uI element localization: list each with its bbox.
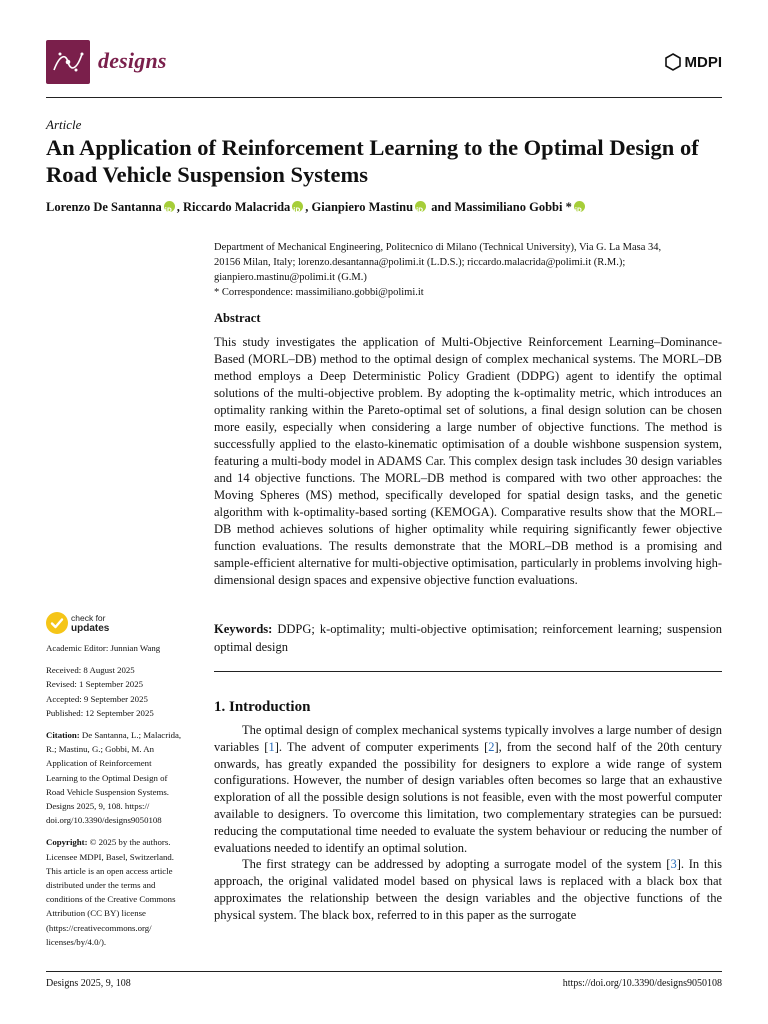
orcid-icon[interactable]	[415, 201, 426, 212]
check-for-updates-line: updates	[71, 623, 110, 634]
correspondence-line: * Correspondence: massimiliano.gobbi@polimi.it	[214, 287, 424, 298]
orcid-icon[interactable]	[574, 201, 585, 212]
license-link[interactable]: licenses/by/4.0/).	[46, 936, 107, 947]
orcid-icon[interactable]	[292, 201, 303, 212]
license-link[interactable]: (https://creativecommons.org/	[46, 922, 152, 933]
citation-label: Citation:	[46, 730, 80, 741]
footer-journal-ref: Designs 2025, 9, 108	[46, 978, 131, 989]
introduction-body	[214, 722, 722, 924]
keywords-label: Keywords:	[214, 622, 273, 636]
copyright-label: Copyright:	[46, 837, 88, 848]
paragraph: The first strategy can be addressed by adopting a surrogate model of the system [3]. In this approach, the original validated model based on physical laws is replaced with a black box that approximates the relationship between the design variables and the objective functions of the physical system. The black box, referred to in this paper as the surrogate	[214, 857, 723, 922]
keywords	[214, 620, 722, 656]
check-for-updates-badge[interactable]	[46, 612, 156, 636]
citation-block: Citation: De Santanna, L.; Malacrida, R.; Mastinu, G.; Gobbi, M. An Application of Reinforcement Learning to the Optimal Design of Road Vehicle Suspension Systems. Designs 2025, 9, 108. https:// doi.org/10.3390/designs9050108	[46, 728, 196, 827]
author-name[interactable]: Riccardo Malacrida	[183, 200, 291, 214]
revised-date: Revised: 1 September 2025	[46, 679, 143, 690]
citation-link[interactable]: 1	[268, 739, 275, 754]
affiliation-block	[214, 240, 722, 300]
check-for-updates-line: check for	[71, 613, 106, 623]
author-name[interactable]: Massimiliano Gobbi *	[454, 200, 572, 214]
article-type: Article	[46, 117, 82, 132]
paper-title: An Application of Reinforcement Learning to the Optimal Design of Road Vehicle Suspension Systems	[46, 135, 699, 187]
header-divider	[46, 97, 722, 98]
affiliation-line: Department of Mechanical Engineering, Politecnico di Milano (Technical University), Via G. La Masa 34,	[214, 242, 662, 253]
citation-link[interactable]: 3	[670, 857, 677, 872]
received-date: Received: 8 August 2025	[46, 665, 135, 676]
citation-link[interactable]: 2	[488, 739, 495, 754]
check-for-updates-icon	[46, 612, 68, 634]
journal-logo-icon[interactable]	[46, 40, 90, 84]
keywords-text: DDPG; k-optimality; multi-objective optimisation; reinforcement learning; suspension optimal design	[214, 622, 723, 654]
publisher-name: MDPI	[684, 53, 722, 71]
abstract-text: This study investigates the application of Multi-Objective Reinforcement Learning–Dominance-Based (MORL–DB) method to the optimal design of complex mechanical systems. The MORL–DB method employs a Deep Deterministic Policy Gradient (DDPG) agent to identify the optimal solutions of the multi-objective problem. By adopting the k-optimality metric, which introduces an optimality ranking within the Pareto-optimal set of solutions, a final design solution can be chosen more easily, especially when considering a large number of objective functions. The method is successfully applied to the elasto-kinematic optimisation of a double wishbone suspension system, featuring a multi-body model in ADAMS Car. This complex design task includes 30 design variables and 14 objective functions. The MORL–DB method is compared with two other approaches: the Moving Spheres (MS) method, specifically developed for spatial design tasks, and the genetic algorithm with k-optimality-based sorting (KEMOGA). Comparative results show that the MORL–DB method achieves solutions of higher optimality while requiring significantly fewer objective function evaluations. The results demonstrate that the MORL–DB method is a promising and sample-efficient alternative for multi-objective optimisation, particularly in problems involving high-dimensional design spaces and expensive objective function evaluations.	[214, 335, 722, 587]
academic-editor: Academic Editor: Junnian Wang	[46, 643, 161, 653]
copyright-block: Copyright: © 2025 by the authors. Licensee MDPI, Basel, Switzerland. This article is an open access article distributed under the terms and conditions of the Creative Commons Attribution (CC BY) license (https://creativecommons.org/ licenses/by/4.0/).	[46, 835, 196, 949]
orcid-icon[interactable]	[164, 201, 175, 212]
article-info-sidebar	[46, 641, 196, 949]
section-heading: 1. Introduction	[214, 699, 311, 715]
paragraph: The optimal design of complex mechanical systems typically involves a large number of design variables [1]. The advent of computer experiments [2], from the second half of the 20th century onwards, has greatly expanded the possibility for designers to explore a wide range of system configurations. However, the number of design variables often becomes so large that an exhaustive exploration of all the possible design solutions is not feasible, even with the most powerful computer available to designers. To overcome this limitation, two complementary strategies can be pursued: reducing the computational time needed to evaluate the system behaviour or reducing the number of evaluations needed to identify an optimal solution.	[214, 723, 723, 855]
published-date: Published: 12 September 2025	[46, 707, 154, 718]
mdpi-hexagon-icon	[664, 53, 682, 71]
journal-name[interactable]: designs	[98, 48, 167, 73]
doi-link[interactable]: doi.org/10.3390/designs9050108	[46, 815, 162, 826]
section-divider	[214, 671, 722, 672]
footer-divider	[46, 971, 722, 972]
journal-header	[46, 40, 722, 84]
accepted-date: Accepted: 9 September 2025	[46, 693, 148, 704]
mdpi-logo[interactable]	[664, 50, 723, 74]
footer-doi-link[interactable]: https://doi.org/10.3390/designs9050108	[562, 978, 722, 989]
author-name[interactable]: Gianpiero Mastinu	[311, 200, 414, 214]
affiliation-line: 20156 Milan, Italy; lorenzo.desantanna@polimi.it (L.D.S.); riccardo.malacrida@polimi.it (R.M.);	[214, 257, 626, 268]
abstract-heading: Abstract	[214, 311, 261, 325]
affiliation-line: gianpiero.mastinu@polimi.it (G.M.)	[214, 272, 367, 283]
author-list: Lorenzo De SantannaiD , Riccardo MalacridaiD , Gianpiero MastinuiD and Massimiliano Gobbi *iD	[46, 199, 722, 216]
author-name[interactable]: Lorenzo De Santanna	[46, 200, 162, 214]
